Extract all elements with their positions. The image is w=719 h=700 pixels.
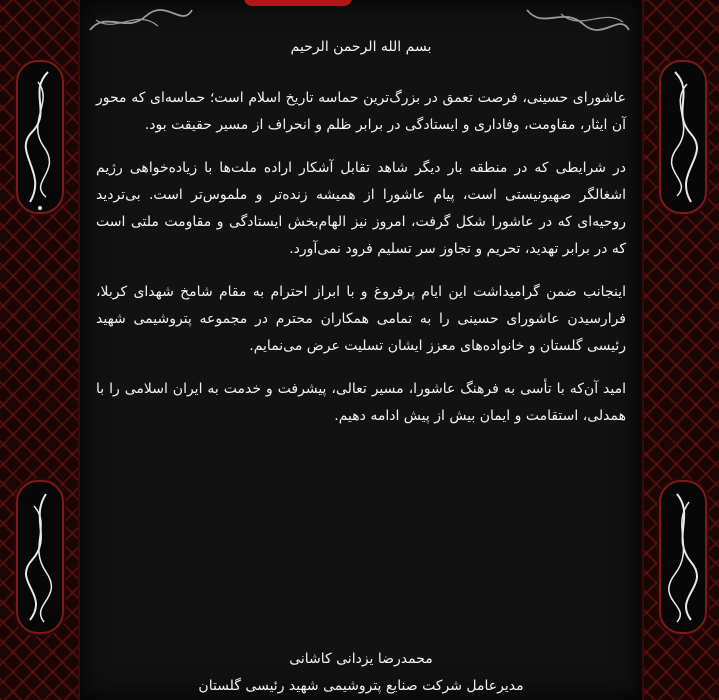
left-decorative-band [6, 30, 70, 670]
calligraphy-cartouche [659, 60, 707, 214]
signature-title: مدیرعامل شرکت صنایع پتروشیمی شهید رئیسی گلستان [198, 678, 524, 694]
paragraph: در شرایطی که در منطقه بار دیگر شاهد تقابل آشکار اراده ملت‌ها با زیاده‌خواهی رژیم اشغالگر صهیونیستی است، پیام عاشورا از همیشه زنده‌تر و ملموس‌تر است. بی‌تردید روحیه‌ای که در عاشورا شکل گرفت، امروز نیز الهام‌بخش ایستادگی و مقاومت ملتی است که در برابر تهدید، تحریم و تجاوز سر تسلیم فرود نمی‌آورد. [96, 160, 626, 257]
paragraph: اینجانب ضمن گرامیداشت این ایام پرفروغ و با ابراز احترام به مقام شامخ شهدای کربلا، فرارسیدن عاشورای حسینی را به تمامی همکاران محترم در مجموعه پتروشیمی شهید رئیسی گلستان و خانواده‌های معزز ایشان تسلیت عرض می‌نمایم. [96, 284, 626, 354]
signature-block [96, 646, 626, 700]
letter-body [96, 34, 626, 446]
top-red-tab [244, 0, 352, 6]
basmala: بسم الله الرحمن الرحیم [290, 39, 432, 55]
calligraphy-cartouche [16, 60, 64, 214]
signature-name: محمدرضا یزدانی کاشانی [289, 651, 433, 667]
right-decorative-band [649, 30, 713, 670]
paragraph: امید آن‌که با تأسی به فرهنگ عاشورا، مسیر تعالی، پیشرفت و خدمت به ایران اسلامی را با همدلی، استقامت و ایمان بیش از پیش ادامه دهیم. [96, 381, 626, 424]
calligraphy-cartouche [16, 480, 64, 634]
calligraphy-cartouche [659, 480, 707, 634]
paragraph: عاشورای حسینی، فرصت تعمق در بزرگ‌ترین حماسه تاریخ اسلام است؛ حماسه‌ای که محور آن ایثار، مقاومت، وفاداری و ایستادگی در برابر ظلم و انحراف از مسیر حقیقت بود. [96, 90, 626, 133]
